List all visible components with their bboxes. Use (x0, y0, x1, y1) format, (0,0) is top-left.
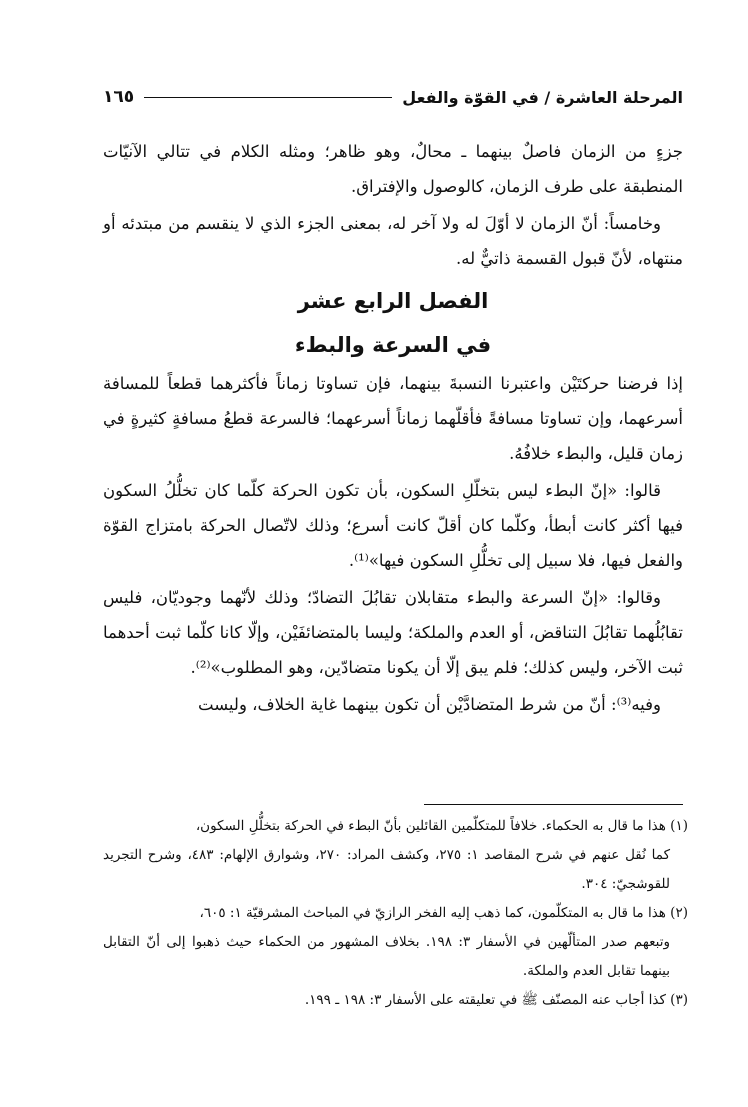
paragraph-continuation: جزءٍ من الزمان فاصلٌ بينهما ـ محالٌ، وهو ظاهر؛ ومثله الكلام في تتالي الآنيّات المنطبقة على طرف الزمان، كالوصول والإفتراق. (103, 142, 683, 196)
footnotes (103, 812, 688, 1015)
footnote-1-line-1: (١) هذا ما قال به الحكماء. خلافاً للمتكلّمين القائلين بأنّ البطء في الحركة بتخلُّلِ السكون، (195, 818, 688, 834)
running-title: المرحلة العاشرة / في القوّة والفعل (402, 87, 683, 107)
page-header (103, 82, 683, 112)
footnote-2-line-2: وتبعهم صدر المتألّهين في الأسفار ٣: ١٩٨. بخلاف المشهور من الحكماء حيث ذهبوا إلى أنّ التقابل بينهما تقابل العدم والملكة. (103, 934, 670, 979)
paragraph-fifth-point: وخامساً: أنّ الزمان لا أوّلَ له ولا آخر له، بمعنى الجزء الذي لا ينقسم من مبتدئه أو منتهاه، لأنّ قبول القسمة ذاتيٌّ له. (103, 214, 683, 268)
page-number: ١٦٥ (103, 87, 135, 107)
chapter-subheading: في السرعة والبطء (294, 333, 492, 357)
paragraph-objection: وفيه⁽³⁾: أنّ من شرط المتضادَّيْن أن تكون بينهما غاية الخلاف، وليست (198, 695, 661, 714)
footnote-1 (103, 812, 688, 899)
paragraph-definition: إذا فرضنا حركتَيْن واعتبرنا النسبةَ بينهما، فإن تساوتا زماناً فأكثرهما قطعاً للمسافة أسرعهما، وإن تساوتا مسافةً فأقلّهما زماناً أسرعهما؛ فالسرعة قطعُ مسافةٍ كثيرةٍ في زمان قليل، والبطء خلافُهُ. (103, 374, 683, 463)
paragraph-first-claim: قالوا: «إنّ البطء ليس بتخلّلِ السكون، بأن تكون الحركة كلّما كان تخلُّلُ السكون فيها أكثر كانت أبطأ، وكلّما كان أقلّ كانت أسرع؛ وذلك لاتّصال الحركة بامتزاج القوّة والفعل فيها، فلا سبيل إلى تخلُّلِ السكون فيها»⁽¹⁾. (103, 481, 683, 570)
footnote-2 (103, 899, 688, 986)
footnote-2-line-1: (٢) هذا ما قال به المتكلّمون، كما ذهب إليه الفخر الرازيّ في المباحث المشرقيّة ١: ٦٠٥، (199, 905, 688, 921)
footnote-3: (٣) كذا أجاب عنه المصنّف ﷺ في تعليقته على الأسفار ٣: ١٩٨ ـ ١٩٩. (304, 992, 688, 1008)
paragraph-second-claim: وقالوا: «إنّ السرعة والبطء متقابلان تقابُلَ التضادّ؛ وذلك لأنّهما وجوديّان، فليس تقابُلُهما تقابُلَ التناقض، أو العدم والملكة؛ وليسا بالمتضائفَيْن، وإلّا كانا كلّما ثبت أحدهما ثبت الآخر، وليس كذلك؛ فلم يبق إلّا أن يكونا متضادّين، وهو المطلوب»⁽²⁾. (103, 588, 683, 677)
header-rule (144, 97, 392, 98)
footnote-separator (424, 804, 683, 805)
chapter-heading: الفصل الرابع عشر (297, 289, 489, 313)
footnote-1-line-2: كما نُقل عنهم في شرح المقاصد ١: ٢٧٥، وكشف المراد: ٢٧٠، وشوارق الإلهام: ٤٨٣، وشرح التجريد للقوشجيّ: ٣٠٤. (103, 847, 670, 892)
main-text (103, 134, 683, 724)
